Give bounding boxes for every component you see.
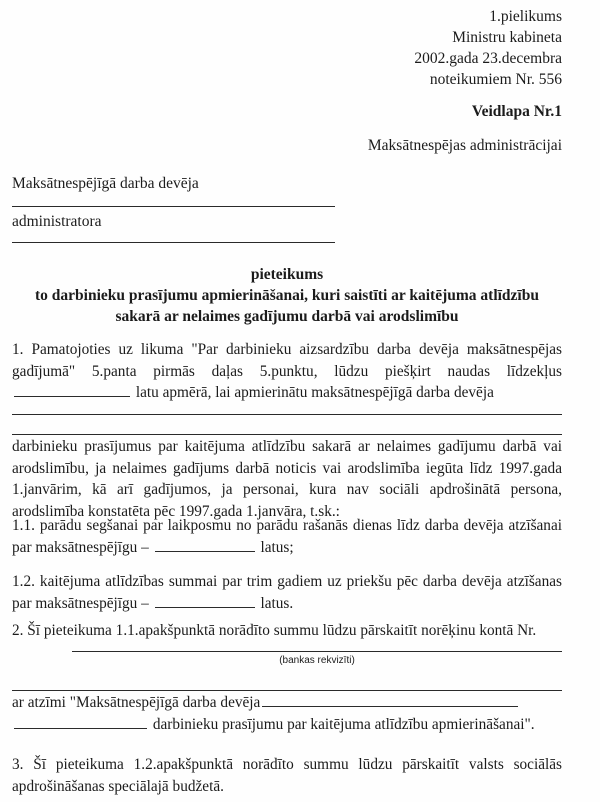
item-1-1-text-before: 1.1. parādu segšanai par laikposmu no parādu rašanās dienas līdz darba devēja atzīšanai par maksātnespējīgu – [12,517,562,556]
continuation-rule-2 [12,434,562,435]
note-clause-line-2: darbinieku prasījumu par kaitējuma atlīdzību apmierināšanai". [152,715,535,733]
employer-name-rule [12,206,335,207]
paragraph-1-text-after: latu apmērā, lai apmierinātu maksātnespējīgā darba devēja [135,384,494,402]
note-top-rule [12,690,562,691]
document-title [12,264,562,327]
section-2-text: 2. Šī pieteikuma 1.1.apakšpunktā norādīto summu lūdzu pārskaitīt norēķinu kontā Nr. [12,622,537,639]
note-clause-line-1: ar atzīmi "Maksātnespējīgā darba devēja [12,694,261,712]
bank-requisites-caption: (bankas rekvizīti) [279,655,355,666]
item-1-2-text-after: latus. [260,594,294,612]
section-3-text: 3. Šī pieteikuma 1.2.apakšpunktā norādīto summu lūdzu pārskaitīt valsts sociālās apdrošināšanas speciālajā budžetā. [12,756,562,795]
employer-label: Maksātnespējīgā darba devēja [12,175,199,192]
amount-blank-field[interactable] [14,382,130,397]
annex-line-4: noteikumiem Nr. 556 [429,71,562,88]
note-clause-line-2-wrap [12,714,562,736]
note-clause-blank-2[interactable] [14,714,147,729]
title-line-3: sakarā ar nelaimes gadījumu darbā vai arodslimību [115,308,459,325]
administrator-label: administratora [12,213,102,230]
annex-line-3: 2002.gada 23.decembra [414,50,562,67]
recipient-authority: Maksātnespējas administrācijai [367,137,562,154]
title-line-1: pieteikums [250,266,324,283]
section-3 [12,754,562,797]
item-1-2-text-before: 1.2. kaitējuma atlīdzības summai par trim gadiem uz priekšu pēc darba devēja atzīšanas par maksātnespējīgu – [12,573,562,612]
item-1-1-amount-blank[interactable] [155,537,255,552]
note-clause-line-1-wrap [12,692,562,714]
continuation-rule-1 [12,414,562,415]
item-1-2-amount-blank[interactable] [155,593,255,608]
paragraph-2: darbinieku prasījumus par kaitējuma atlīdzību sakarā ar nelaimes gadījumu darbā vai arodslimību, ja nelaimes gadījums darbā noticis vai arodslimība iegūta līdz 1997.gada 1.janvārim, kā arī gadījumos, ja personai, kura nav sociāli apdrošinātā persona, arodslimība konstatēta pēc 1997.gada 1.janvāra, t.sk.: [12,438,562,520]
bank-account-rule[interactable] [72,651,562,652]
item-1-1 [12,515,562,558]
title-line-2: to darbinieku prasījumu apmierināšanai, kuri saistīti ar kaitējuma atlīdzību [35,287,539,304]
paragraph-1-text-before: 1. Pamatojoties uz likuma "Par darbinieku aizsardzību darba devēja maksātnespējas gadījumā" 5.panta pirmās daļas 5.punktu, lūdzu piešķirt naudas līdzekļus [12,341,562,380]
note-clause [12,692,562,735]
section-2 [12,620,562,642]
annex-line-1: 1.pielikums [489,8,562,25]
form-number: Veidlapa Nr.1 [471,103,562,120]
annex-reference-block [300,6,562,90]
administrator-name-rule [12,242,335,243]
item-1-1-text-after: latus; [260,538,294,556]
note-clause-blank-1[interactable] [262,692,518,707]
annex-line-2: Ministru kabineta [452,29,562,46]
paragraph-1 [12,339,562,404]
item-1-2 [12,571,562,614]
